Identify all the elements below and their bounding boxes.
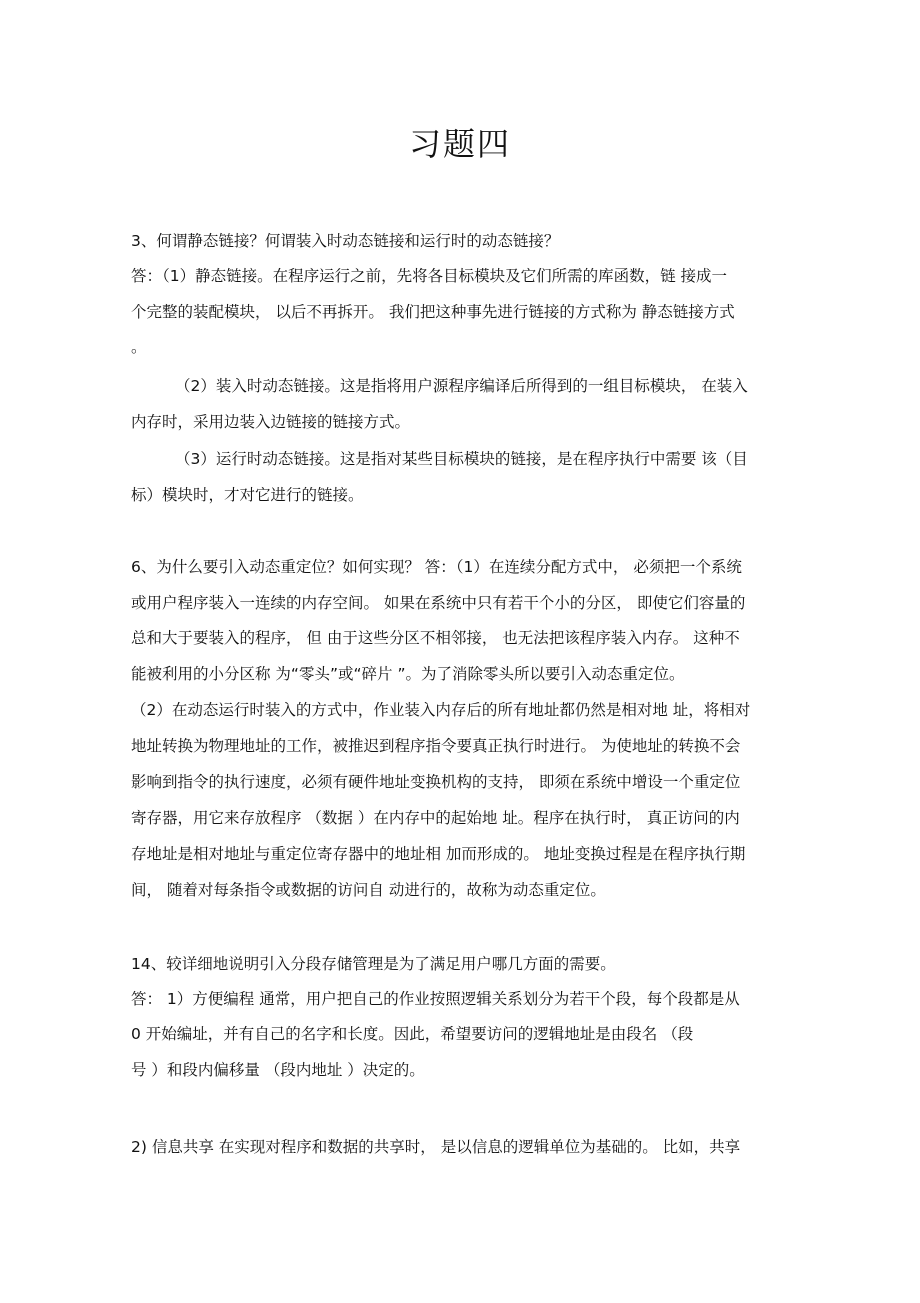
question-6-line1: 6、为什么要引入动态重定位？如何实现？ 答：（1）在连续分配方式中， 必须把一个系统: [131, 558, 742, 576]
question-6-line5: （2）在动态运行时装入的方式中，作业装入内存后的所有地址都仍然是相对地 址，将相对: [131, 701, 751, 719]
answer-3-part2-line1: （2）装入时动态链接。这是指将用户源程序编译后所得到的一组目标模块， 在装入: [175, 377, 748, 395]
question-6-line7: 影响到指令的执行速度，必须有硬件地址变换机构的支持， 即须在系统中增设一个重定位: [131, 773, 741, 791]
answer-14-part1-line2: 0 开始编址，并有自己的名字和长度。因此，希望要访问的逻辑地址是由段名 （段: [131, 1025, 694, 1043]
question-6-line10: 间， 随着对每条指令或数据的访问自 动进行的，故称为动态重定位。: [131, 881, 606, 899]
question-6-line9: 存地址是相对地址与重定位寄存器中的地址相 加而形成的。 地址变换过程是在程序执行期: [131, 845, 746, 863]
answer-3-part3-line2: 标）模块时，才对它进行的链接。: [131, 486, 364, 504]
answer-3-part1-line1: 答：（1）静态链接。在程序运行之前，先将各目标模块及它们所需的库函数，链 接成一: [131, 267, 728, 285]
question-6-line2: 或用户程序装入一连续的内存空间。 如果在系统中只有若干个小的分区， 即使它们容量的: [131, 594, 746, 612]
question-14: 14、较详细地说明引入分段存储管理是为了满足用户哪几方面的需要。: [131, 955, 616, 973]
answer-3-part2-line2: 内存时，采用边装入边链接的链接方式。: [131, 413, 411, 431]
answer-3-part1-line2: 个完整的装配模块， 以后不再拆开。 我们把这种事先进行链接的方式称为 静态链接方式: [131, 303, 735, 321]
answer-14-part1-line1: 答： 1）方便编程 通常，用户把自己的作业按照逻辑关系划分为若干个段，每个段都是从: [131, 990, 740, 1008]
question-6-line3: 总和大于要装入的程序， 但 由于这些分区不相邻接， 也无法把该程序装入内存。 这种不: [131, 629, 740, 647]
question-6-line6: 地址转换为物理地址的工作，被推迟到程序指令要真正执行时进行。 为使地址的转换不会: [131, 737, 741, 755]
page-title: 习题四: [408, 125, 511, 163]
question-3: 3、何谓静态链接？何谓装入时动态链接和运行时的动态链接？: [131, 232, 560, 250]
answer-3-part1-line3: 。: [131, 338, 147, 356]
answer-14-part1-line3: 号 ）和段内偏移量 （段内地址 ）决定的。: [131, 1061, 425, 1079]
question-6-line8: 寄存器，用它来存放程序 （数据 ）在内存中的起始地 址。程序在执行时， 真正访问的内: [131, 809, 740, 827]
answer-14-part2-line1: 2) 信息共享 在实现对程序和数据的共享时， 是以信息的逻辑单位为基础的。 比如，共享: [131, 1138, 741, 1156]
question-6-line4: 能被利用的小分区称 为“零头”或“碎片 ”。为了消除零头所以要引入动态重定位。: [131, 665, 685, 683]
answer-3-part3-line1: （3）运行时动态链接。这是指对某些目标模块的链接，是在程序执行中需要 该（目: [175, 450, 748, 468]
